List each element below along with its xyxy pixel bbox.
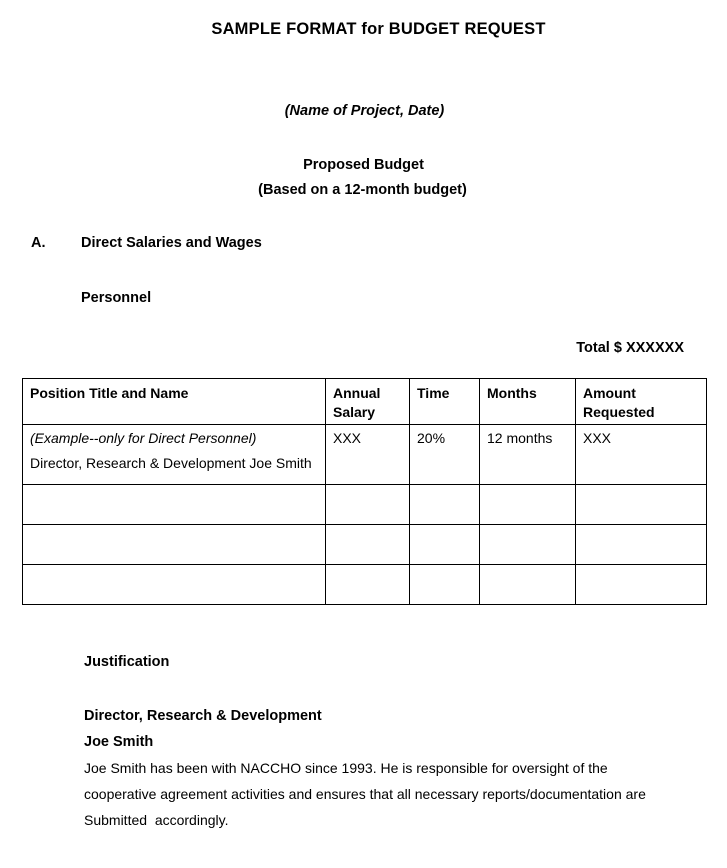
table-cell	[576, 565, 707, 605]
table-cell	[23, 565, 326, 605]
section-letter: A.	[31, 235, 46, 251]
example-note: (Example--only for Direct Personnel)	[30, 430, 257, 446]
document-title: SAMPLE FORMAT for BUDGET REQUEST	[211, 20, 546, 38]
table-cell	[480, 565, 576, 605]
project-name-date: (Name of Project, Date)	[284, 103, 445, 119]
total-amount: Total $ XXXXXX	[576, 340, 684, 356]
example-salary: XXX	[326, 425, 410, 485]
header-amount-requested: Amount Requested	[576, 379, 707, 425]
table-cell	[326, 565, 410, 605]
table-cell	[576, 485, 707, 525]
table-cell	[410, 565, 480, 605]
header-time: Time	[410, 379, 480, 425]
table-cell	[326, 485, 410, 525]
section-title: Direct Salaries and Wages	[81, 235, 262, 251]
proposed-budget-subtitle: (Based on a 12-month budget)	[258, 182, 467, 198]
justification-text-line: Joe Smith has been with NACCHO since 1993. He is responsible for oversight of the	[84, 760, 608, 776]
table-cell	[410, 485, 480, 525]
header-months: Months	[480, 379, 576, 425]
table-row	[23, 425, 707, 485]
table-cell	[410, 525, 480, 565]
header-position: Position Title and Name	[23, 379, 326, 425]
table-cell	[23, 525, 326, 565]
table-cell	[480, 525, 576, 565]
table-cell	[576, 525, 707, 565]
table-header-row	[23, 379, 707, 425]
personnel-heading: Personnel	[81, 290, 152, 306]
table-cell	[480, 485, 576, 525]
example-time: 20%	[410, 425, 480, 485]
example-position-cell	[23, 425, 326, 485]
table-row	[23, 565, 707, 605]
justification-name: Joe Smith	[84, 734, 154, 750]
table-cell	[23, 485, 326, 525]
justification-text-line: Submitted accordingly.	[84, 812, 229, 828]
justification-role: Director, Research & Development	[84, 708, 322, 724]
proposed-budget-title: Proposed Budget	[303, 157, 424, 173]
example-position: Director, Research & Development Joe Smith	[30, 455, 312, 471]
table-row	[23, 485, 707, 525]
personnel-budget-table	[22, 378, 707, 605]
justification-text-line: cooperative agreement activities and ensures that all necessary reports/documentation are	[84, 786, 646, 802]
example-amount: XXX	[576, 425, 707, 485]
justification-heading: Justification	[84, 654, 170, 670]
table-cell	[326, 525, 410, 565]
example-months: 12 months	[480, 425, 576, 485]
header-annual-salary: Annual Salary	[326, 379, 410, 425]
table-row	[23, 525, 707, 565]
